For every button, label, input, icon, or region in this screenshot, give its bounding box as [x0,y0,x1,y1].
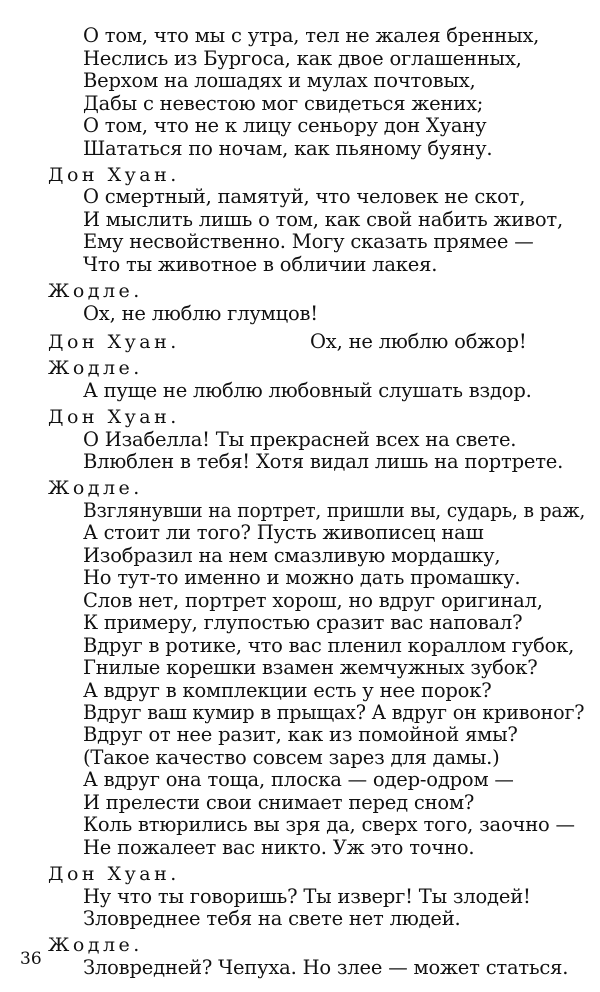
verse-line: Ему несвойственно. Могу сказать прямее — [83,230,534,253]
speaker-name: Дон Хуан. [48,164,180,186]
verse-line: Вдруг от нее разит, как из помойной ямы? [83,723,518,746]
speaker-name: Жодле. [48,357,143,379]
verse-line: Взглянувши на портрет, пришли вы, сударь, в раж, [83,499,586,522]
verse-line: Верхом на лошадях и мулах почтовых, [83,69,476,92]
verse-line: И мыслить лишь о том, как свой набить живот, [83,208,563,231]
verse-line: Неслись из Бургоса, как двое оглашенных, [83,47,522,70]
verse-line: Дабы с невестою мог свидеться жених; [83,92,484,115]
verse-line: А стоит ли того? Пусть живописец наш [83,521,484,544]
speaker-name: Жодле. [48,280,143,302]
verse-line: Гнилые корешки взамен жемчужных зубок? [83,656,538,679]
verse-line: Ох, не люблю глумцов! [83,302,318,325]
verse-line: Зловредней? Чепуха. Но злее — может статься. [83,956,569,979]
verse-line: О том, что не к лицу сеньору дон Хуану [83,114,487,137]
speaker-name: Дон Хуан. [48,863,180,885]
verse-line: А вдруг в комплекции есть у нее порок? [83,679,492,702]
verse-line: Что ты животное в обличии лакея. [83,253,438,276]
verse-line: Вдруг ваш кумир в прыщах? А вдруг он кривоног? [83,701,585,724]
verse-line: Но тут-то именно и можно дать промашку. [83,566,521,589]
verse-line: Влюблен в тебя! Хотя видал лишь на портрете. [83,450,564,473]
speaker-name: Дон Хуан. [48,331,180,353]
verse-line: Не пожалеет вас никто. Уж это точно. [83,836,475,859]
verse-line: (Такое качество совсем зарез для дамы.) [83,746,500,769]
verse-line: Зловреднее тебя на свете нет людей. [83,907,461,930]
verse-line: Шататься по ночам, как пьяному буяну. [83,137,493,160]
speaker-name: Дон Хуан. [48,406,180,428]
page-number: 36 [20,949,42,969]
verse-line: К примеру, глупостью сразит вас наповал? [83,611,523,634]
verse-line: О том, что мы с утра, тел не жалея бренных, [83,24,540,47]
verse-line: Ох, не люблю обжор! [310,330,527,353]
speaker-name: Жодле. [48,477,143,499]
verse-line: Ну что ты говоришь? Ты изверг! Ты злодей! [83,885,531,908]
speaker-name: Жодле. [48,934,143,956]
verse-line: Вдруг в ротике, что вас пленил кораллом губок, [83,634,575,657]
verse-line: А пуще не люблю любовный слушать вздор. [83,379,532,402]
verse-line: А вдруг она тоща, плоска — одер-одром — [83,768,514,791]
verse-line: Коль втюрились вы зря да, сверх того, заочно — [83,813,575,836]
verse-line: И прелести свои снимает перед сном? [83,791,475,814]
verse-line: Изобразил на нем смазливую мордашку, [83,544,501,567]
verse-line: Слов нет, портрет хорош, но вдруг оригинал, [83,589,543,612]
verse-line: О Изабелла! Ты прекрасней всех на свете. [83,428,517,451]
verse-line: О смертный, памятуй, что человек не скот, [83,185,526,208]
